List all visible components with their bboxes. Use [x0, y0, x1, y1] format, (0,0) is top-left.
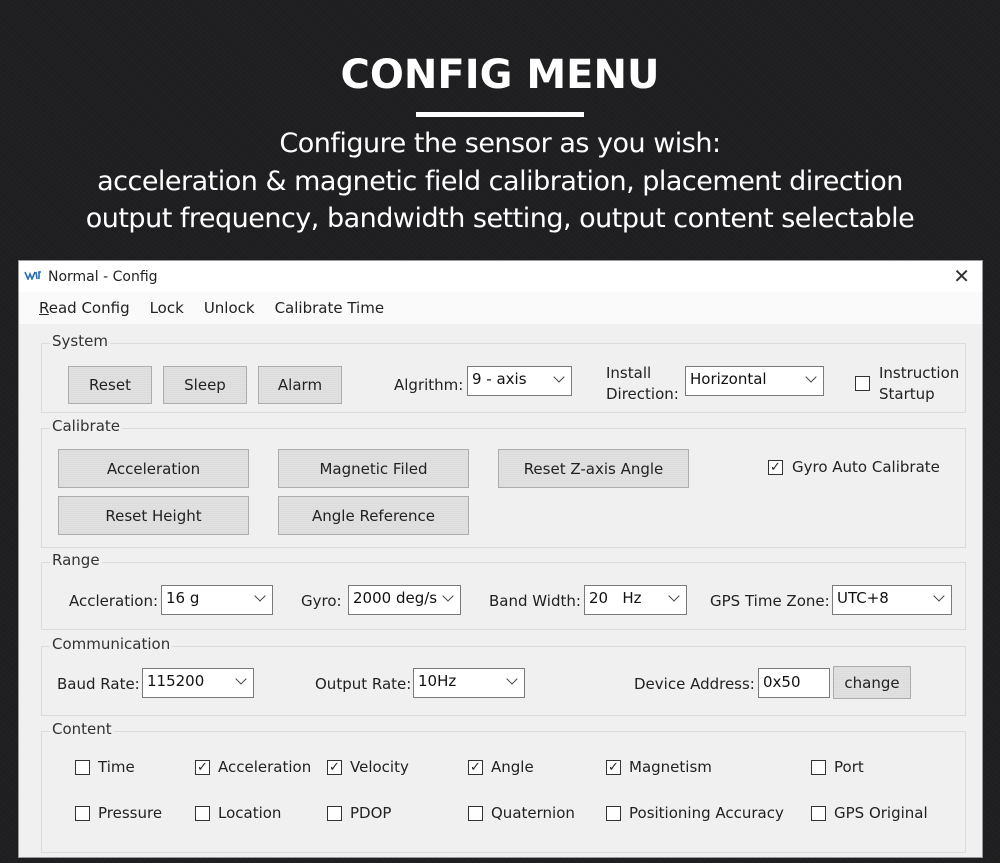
chevron-down-icon [235, 673, 246, 684]
instruction-startup-checkbox[interactable] [855, 376, 870, 391]
gps-time-zone-label: GPS Time Zone: [710, 592, 830, 610]
menu-lock[interactable]: Lock [149, 299, 184, 317]
content-group-label: Content [52, 720, 112, 738]
gyro-auto-calibrate-checkbox[interactable]: ✓ [768, 460, 783, 475]
acceleration-checkbox[interactable]: ✓ [195, 760, 210, 775]
device-address-input[interactable] [758, 668, 830, 698]
gps-time-zone-select[interactable] [832, 585, 952, 615]
location-checkbox[interactable] [195, 806, 210, 821]
baud-rate-value: 115200 [147, 672, 205, 690]
time-label: Time [98, 758, 135, 776]
quaternion-checkbox[interactable] [468, 806, 483, 821]
acceleration-range-value: 16 g [166, 589, 200, 607]
chevron-down-icon [553, 371, 564, 382]
calibrate-group-label: Calibrate [52, 417, 120, 435]
pressure-label: Pressure [98, 804, 163, 822]
device-address-value: 0x50 [763, 673, 801, 691]
hero-subtitle-line-2: acceleration & magnetic field calibration, placement direction [97, 166, 903, 197]
content-group [41, 720, 966, 853]
config-window [18, 260, 983, 858]
hero-title: CONFIG MENU [340, 52, 660, 98]
gps-original-checkbox[interactable] [811, 806, 826, 821]
chevron-down-icon [933, 590, 944, 601]
install-direction-label-1: Install [606, 364, 652, 382]
reset-z-axis-angle-button[interactable]: Reset Z-axis Angle [498, 449, 689, 488]
pdop-label: PDOP [350, 804, 392, 822]
time-checkbox[interactable] [75, 760, 90, 775]
gyro-range-label: Gyro: [301, 592, 342, 610]
install-direction-select[interactable] [685, 366, 824, 396]
magnetism-label: Magnetism [629, 758, 712, 776]
pdop-checkbox[interactable] [327, 806, 342, 821]
chevron-down-icon [254, 590, 265, 601]
algorithm-value: 9 - axis [472, 370, 527, 388]
gyro-range-value: 2000 deg/s [353, 589, 438, 607]
angle-reference-button[interactable]: Angle Reference [278, 496, 469, 535]
chevron-down-icon [805, 371, 816, 382]
chevron-down-icon [442, 590, 453, 601]
hero-subtitle-line-1: Configure the sensor as you wish: [279, 128, 721, 159]
system-group-label: System [52, 332, 108, 350]
install-direction-value: Horizontal [690, 370, 767, 388]
hero-subtitle-line-3: output frequency, bandwidth setting, output content selectable [85, 203, 915, 234]
gyro-range-select[interactable] [348, 585, 461, 615]
gps-original-label: GPS Original [834, 804, 928, 822]
menu-bar [19, 292, 982, 324]
angle-checkbox[interactable]: ✓ [468, 760, 483, 775]
output-rate-value: 10Hz [418, 672, 457, 690]
band-width-value: 20 Hz [589, 589, 642, 607]
install-direction-label-2: Direction: [606, 385, 679, 403]
alarm-button[interactable]: Alarm [258, 366, 342, 404]
menu-calibrate-time[interactable]: Calibrate Time [274, 299, 385, 317]
reset-height-button[interactable]: Reset Height [58, 496, 249, 535]
communication-group-label: Communication [52, 635, 171, 653]
gyro-auto-calibrate-label: Gyro Auto Calibrate [792, 458, 940, 476]
device-address-label: Device Address: [634, 675, 755, 693]
instruction-startup-label-2: Startup [879, 385, 935, 403]
gps-time-zone-value: UTC+8 [837, 589, 889, 607]
chevron-down-icon [506, 673, 517, 684]
output-rate-label: Output Rate: [315, 675, 412, 693]
instruction-startup-label-1: Instruction [879, 364, 960, 382]
change-address-button[interactable]: change [833, 666, 911, 699]
velocity-label: Velocity [350, 758, 409, 776]
hero-underline [416, 112, 584, 117]
velocity-checkbox[interactable]: ✓ [327, 760, 342, 775]
system-group [41, 332, 966, 413]
algorithm-select[interactable] [467, 366, 572, 396]
acceleration-range-select[interactable] [161, 585, 273, 615]
port-checkbox[interactable] [811, 760, 826, 775]
title-bar[interactable] [19, 261, 982, 292]
window-title: Normal - Config [48, 268, 158, 285]
output-rate-select[interactable] [413, 668, 525, 698]
close-icon[interactable]: ✕ [953, 264, 970, 288]
positioning-accuracy-checkbox[interactable] [606, 806, 621, 821]
positioning-accuracy-label: Positioning Accuracy [629, 804, 784, 822]
acceleration-calibrate-button[interactable]: Acceleration [58, 449, 249, 488]
band-width-label: Band Width: [489, 592, 581, 610]
band-width-select[interactable] [584, 585, 687, 615]
range-group [41, 551, 966, 630]
angle-label: Angle [491, 758, 534, 776]
sleep-button[interactable]: Sleep [163, 366, 247, 404]
baud-rate-label: Baud Rate: [57, 675, 140, 693]
magnetic-calibrate-button[interactable]: Magnetic Filed [278, 449, 469, 488]
menu-read-config[interactable]: Read Config [39, 299, 130, 317]
range-group-label: Range [52, 551, 100, 569]
menu-unlock[interactable]: Unlock [203, 299, 255, 317]
location-label: Location [218, 804, 282, 822]
algorithm-label: Algrithm: [394, 376, 464, 394]
port-label: Port [834, 758, 864, 776]
acceleration-range-label: Accleration: [69, 592, 159, 610]
reset-button[interactable]: Reset [68, 366, 152, 404]
calibrate-group [41, 417, 966, 548]
wit-logo-icon [24, 270, 42, 283]
pressure-checkbox[interactable] [75, 806, 90, 821]
chevron-down-icon [668, 590, 679, 601]
communication-group [41, 635, 966, 716]
magnetism-checkbox[interactable]: ✓ [606, 760, 621, 775]
quaternion-label: Quaternion [491, 804, 575, 822]
baud-rate-select[interactable] [142, 668, 254, 698]
acceleration-label: Acceleration [218, 758, 312, 776]
